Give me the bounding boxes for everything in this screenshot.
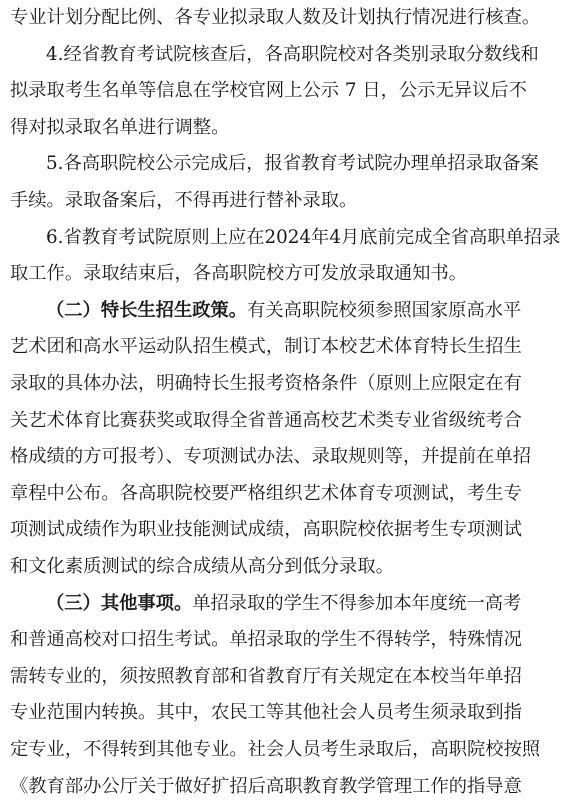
text-line [10, 0, 570, 36]
text-line [10, 476, 570, 512]
line-text: 录取的具体办法，明确特长生报考资格条件（原则上应限定在有 [10, 373, 522, 394]
text-line [10, 293, 578, 329]
line-text: 项测试成绩作为职业技能测试成绩，高职院校依据考生专项测试 [10, 519, 522, 541]
text-line [10, 622, 570, 658]
text-line [10, 732, 570, 768]
text-line [10, 512, 570, 548]
line-text: 和普通高校对口招生考试。单招录取的学生不得转学，特殊情况 [10, 629, 522, 651]
text-line [10, 439, 570, 475]
text-line [10, 220, 578, 256]
line-text: 和文化素质测试的综合成绩从高分到低分录取。 [10, 556, 394, 577]
line-text: 专业计划分配比例、各专业拟录取人数及计划执行情况进行核查。 [10, 7, 541, 28]
section-heading: （二）特长生招生政策。 [46, 299, 248, 321]
line-text: 格成绩的方可报考）、专项测试办法、录取规则等，并提前在单招 [10, 446, 532, 468]
line-text: 艺术团和高水平运动队招生模式，制订本校艺术体育特长生招生 [10, 336, 522, 358]
line-text: 《教育部办公厅关于做好扩招后高职教育教学管理工作的指导意 [10, 775, 522, 797]
line-text: 手续。录取备案后，不得再进行替补录取。 [10, 190, 358, 211]
line-text: 拟录取考生名单等信息在学校官网上公示 7 日，公示无异议后不 [10, 80, 527, 102]
text-line [10, 659, 570, 695]
line-text: 6.省教育考试院原则上应在2024年4月底前完成全省高职单招录 [46, 226, 561, 248]
line-text: 4.经省教育考试院核查后，各高职院校对各类别录取分数线和 [46, 43, 539, 65]
text-line [10, 110, 570, 146]
line-text: 得对拟录取名单进行调整。 [10, 116, 230, 138]
line-text: 需转专业的，须按照教育部和省教育厅有关规定在本校当年单招 [10, 665, 522, 687]
text-line [10, 549, 570, 585]
text-line [10, 183, 570, 219]
section-heading: （三）其他事项。 [46, 592, 193, 614]
text-line [10, 329, 570, 365]
line-text: 专业范围内转换。其中，农民工等其他社会人员考生须录取到指 [10, 702, 522, 724]
text-line [10, 146, 578, 182]
text-line [10, 586, 578, 622]
text-line [10, 769, 570, 805]
line-text: 5.各高职院校公示完成后，报省教育考试院办理单招录取备案 [46, 153, 539, 175]
line-text: 定专业，不得转到其他专业。社会人员考生录取后，高职院校按照 [10, 739, 541, 760]
text-line [10, 37, 578, 73]
text-line [10, 695, 570, 731]
line-text: 取工作。录取结束后，各高职院校方可发放录取通知书。 [10, 263, 468, 285]
text-line [10, 403, 570, 439]
line-text: 有关高职院校须参照国家原高水平 [247, 299, 522, 321]
text-line [10, 366, 570, 402]
text-line [10, 256, 570, 292]
text-line [10, 73, 570, 109]
line-text: 关艺术体育比赛获奖或取得全省普通高校艺术类专业省级统考合 [10, 409, 522, 431]
line-text: 章程中公布。各高职院校要严格组织艺术体育专项测试，考生专 [10, 482, 522, 504]
line-text: 单招录取的学生不得参加本年度统一高考 [192, 592, 522, 614]
